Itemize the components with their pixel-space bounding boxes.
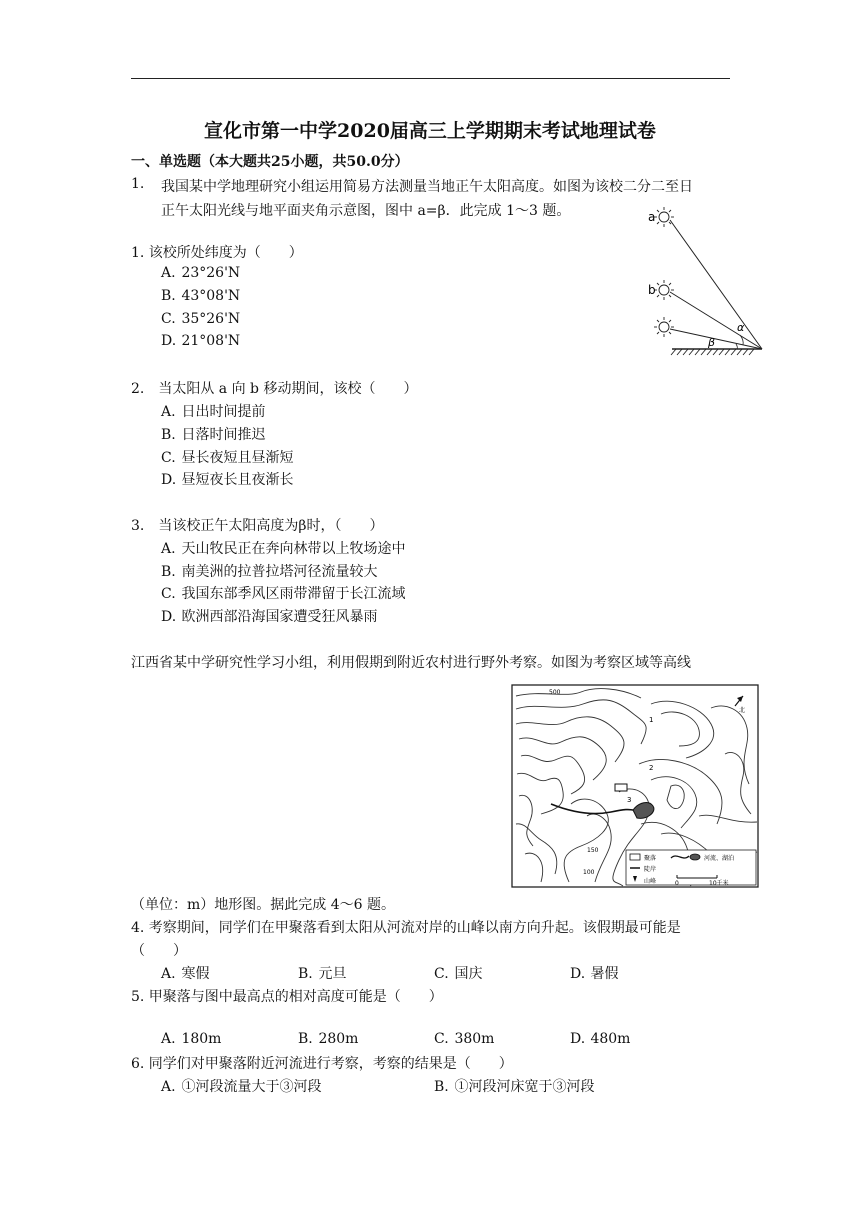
contour-label-500: 500: [549, 689, 561, 696]
q6-stem: 6. 同学们对甲聚落附近河流进行考察，考察的结果是（ ）: [131, 1056, 513, 1072]
exam-title: 宣化市第一中学2020届高三上学期期末考试地理试卷: [204, 120, 656, 142]
section-header: 一、单选题（本大题共25小题，共50.0分）: [131, 154, 409, 170]
q1-stem: 1. 该校所处纬度为（ ）: [131, 245, 303, 261]
q5-option-a[interactable]: A. 180m: [161, 1031, 222, 1047]
q3-option-d[interactable]: D. 欧洲西部沿海国家遭受狂风暴雨: [161, 609, 378, 625]
beta-label: β: [708, 336, 716, 349]
q5-option-c[interactable]: C. 380m: [434, 1031, 495, 1047]
legend-river-label: 河流、湖泊: [704, 855, 735, 862]
legend-scale-end: 10千米: [709, 880, 729, 887]
q5-stem: 5. 甲聚落与图中最高点的相对高度可能是（ ）: [131, 989, 443, 1005]
settlement-marker: [615, 784, 627, 791]
legend-scale-start: 0: [675, 880, 679, 887]
q5-option-b[interactable]: B. 280m: [298, 1031, 359, 1047]
group2-intro-line2: （单位：m）地形图。据此完成 4～6 题。: [131, 897, 395, 913]
q3-option-c[interactable]: C. 我国东部季风区雨带滞留于长江流域: [161, 586, 406, 602]
ray-a: [670, 220, 762, 349]
q6-option-b[interactable]: B. ①河段河床宽于③河段: [434, 1079, 595, 1095]
q1-option-c[interactable]: C. 35°26'N: [161, 311, 241, 327]
q4-option-a[interactable]: A. 寒假: [161, 966, 210, 982]
ground-hatch: [671, 349, 754, 355]
sun-a-icon: [654, 207, 674, 227]
q2-option-a[interactable]: A. 日出时间提前: [161, 404, 266, 420]
sun-b-label: b: [648, 283, 656, 297]
q3-option-a[interactable]: A. 天山牧民正在奔向林带以上牧场途中: [161, 541, 406, 557]
q3-stem: 3. 当该校正午太阳高度为β时，（ ）: [131, 518, 384, 534]
alpha-label: α: [737, 321, 745, 334]
legend-settlement-icon: [630, 854, 640, 860]
ray-b: [670, 292, 762, 349]
legend-lake-icon: [690, 854, 700, 860]
ray-c: [670, 329, 762, 349]
map-legend: [626, 850, 756, 887]
river-section-label-3: 3: [627, 796, 632, 804]
q1-option-a[interactable]: A. 23°26'N: [161, 265, 241, 281]
river-section-label-2: 2: [649, 764, 654, 772]
q1-intro-number: 1.: [131, 176, 145, 192]
q2-option-c[interactable]: C. 昼长夜短且昼渐短: [161, 450, 294, 466]
q5-option-d[interactable]: D. 480m: [570, 1031, 631, 1047]
q1-option-d[interactable]: D. 21°08'N: [161, 333, 241, 349]
contour-label-150: 150: [587, 847, 599, 854]
q3-option-b[interactable]: B. 南美洲的拉普拉塔河径流量较大: [161, 564, 378, 580]
q4-stem-line1: 4. 考察期间，同学们在甲聚落看到太阳从河流对岸的山峰以南方向升起。该假期最可能是: [131, 920, 681, 936]
sun-c-icon: [654, 317, 674, 337]
contour-map: [511, 684, 759, 888]
q4-option-b[interactable]: B. 元旦: [298, 966, 347, 982]
q1-intro-line2: 正午太阳光线与地平面夹角示意图，图中 a=β．此完成 1～3 题。: [161, 203, 571, 219]
q4-option-d[interactable]: D. 暑假: [570, 966, 619, 982]
q2-stem: 2. 当太阳从 a 向 b 移动期间，该校（ ）: [131, 381, 418, 397]
north-label: 北: [739, 707, 746, 714]
river-section-label-1: 1: [649, 716, 654, 724]
q1-option-b[interactable]: B. 43°08'N: [161, 288, 241, 304]
sun-b-icon: [654, 280, 674, 300]
q4-stem-line2: （ ）: [131, 943, 187, 959]
q2-option-b[interactable]: B. 日落时间推迟: [161, 427, 266, 443]
sun-a-label: a: [648, 210, 656, 224]
q6-option-a[interactable]: A. ①河段流量大于③河段: [161, 1079, 322, 1095]
legend-peak-label: 山峰: [644, 878, 657, 885]
q2-option-d[interactable]: D. 昼短夜长且夜渐长: [161, 472, 294, 488]
sun-angle-diagram: [640, 204, 770, 360]
q4-option-c[interactable]: C. 国庆: [434, 966, 483, 982]
q1-intro-line1: 我国某中学地理研究小组运用简易方法测量当地正午太阳高度。如图为该校二分二至日: [161, 179, 693, 195]
contour-label-100: 100: [583, 869, 595, 876]
legend-settlement-label: 聚落: [644, 855, 657, 862]
group2-intro-line1: 江西省某中学研究性学习小组，利用假期到附近农村进行野外考察。如图为考察区域等高线: [131, 655, 691, 671]
legend-cliff-label: 陡岸: [644, 866, 657, 873]
header-rule: [131, 78, 730, 79]
